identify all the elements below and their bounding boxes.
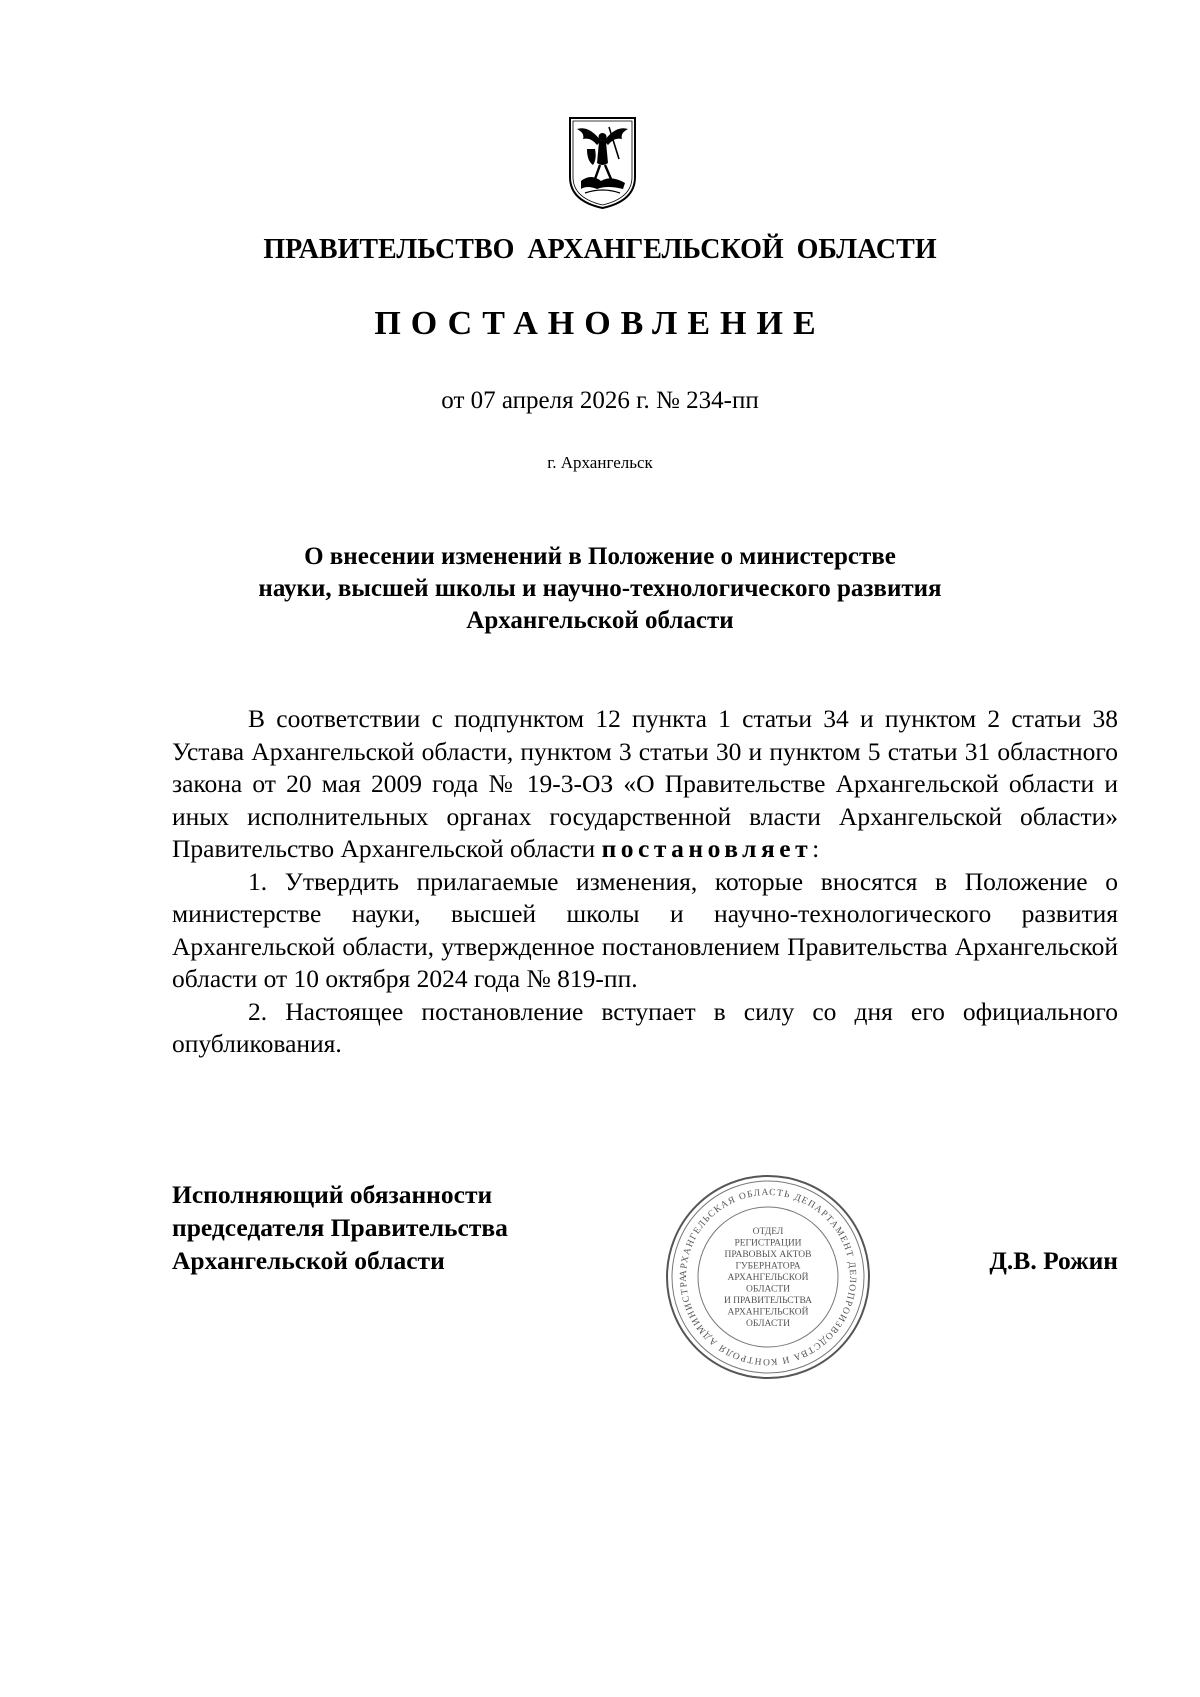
title-line: О внесении изменений в Положение о министерстве xyxy=(304,543,896,570)
stamp-center-line: И ПРАВИТЕЛЬСТВА xyxy=(723,1296,813,1306)
signatory-name: Д.В. Рожин xyxy=(989,1246,1118,1275)
document-title xyxy=(170,541,1030,637)
preamble-paragraph xyxy=(172,703,1118,866)
decree-colon: : xyxy=(812,834,820,863)
position-line: Исполняющий обязанности xyxy=(172,1180,493,1209)
item-1-paragraph: 1. Утвердить прилагаемые изменения, которые вносятся в Положение о министерстве науки, высшей школы и научно-технологического развития Архангельской области, утвержденное постановлением Правительства Архангельской области от 10 октября 2024 года № 819-пп. xyxy=(172,866,1118,993)
stamp-center-line: ОБЛАСТИ xyxy=(746,1284,790,1295)
preamble-text: В соответствии с подпунктом 12 пункта 1 статьи 34 и пунктом 2 статьи 38 Устава Архангельской области, пунктом 3 статьи 30 и пунктом 5 статьи 31 областного закона от 20 мая 2009 года № 19-3-ОЗ «О Правительстве Архангельской области и иных исполнительных органах государственной власти Архангельской области» Правительство Архангельской области xyxy=(172,704,1118,863)
stamp-center-line: ОБЛАСТИ xyxy=(746,1319,790,1329)
stamp-center-line: РЕГИСТРАЦИИ xyxy=(734,1238,802,1249)
document-type: ПОСТАНОВЛЕНИЕ xyxy=(374,305,826,342)
title-line: Архангельской области xyxy=(466,607,734,634)
signatory-position xyxy=(172,1178,508,1277)
stamp-center-line: ОТДЕЛ xyxy=(752,1227,784,1237)
coat-of-arms-icon xyxy=(567,115,638,211)
stamp-center-line: ПРАВОВЫХ АКТОВ xyxy=(724,1250,812,1260)
position-line: Архангельской области xyxy=(172,1246,445,1275)
document-body xyxy=(172,703,1118,1061)
stamp-center-line: АРХАНГЕЛЬСКОЙ xyxy=(727,1273,809,1283)
item-2-paragraph: 2. Настоящее постановление вступает в силу со дня его официального опубликования. xyxy=(172,996,1118,1058)
document-date-number: от 07 апреля 2026 г. № 234-пп xyxy=(441,387,759,414)
title-line: науки, высшей школы и научно-технологического развития xyxy=(258,575,942,602)
document-city: г. Архангельск xyxy=(547,453,653,472)
stamp-center-line: АРХАНГЕЛЬСКОЙ xyxy=(727,1307,809,1318)
stamp-ring-text: АРХАНГЕЛЬСКАЯ ОБЛАСТЬ ДЕПАРТАМЕНТ ДЕЛОПРОИЗВОДСТВА И КОНТРОЛЯ АДМИНИСТРА xyxy=(678,1187,858,1367)
organization-name: ПРАВИТЕЛЬСТВО АРХАНГЕЛЬСКОЙ ОБЛАСТИ xyxy=(263,234,937,265)
stamp-center-line: ГУБЕРНАТОРА xyxy=(735,1261,801,1272)
position-line: председателя Правительства xyxy=(172,1213,508,1242)
decree-word: постановляет xyxy=(601,834,813,863)
official-stamp xyxy=(663,1172,873,1382)
